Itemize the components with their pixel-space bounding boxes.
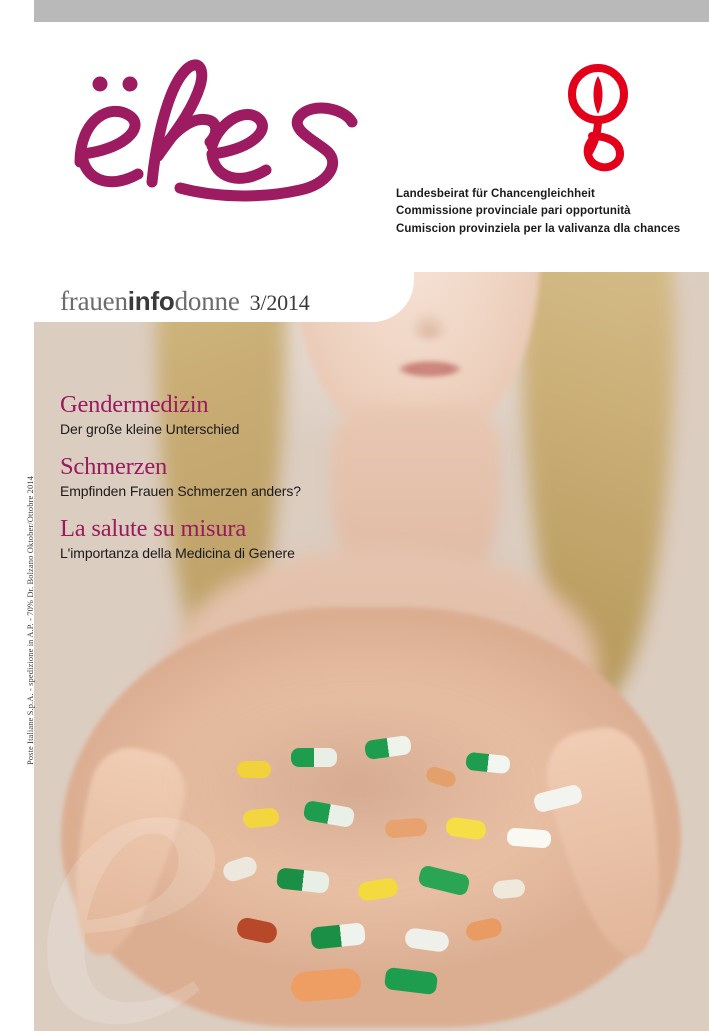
mouth bbox=[399, 361, 461, 377]
spine-imprint: Poste Italiane S.p.A. - spedizione in A.P. - 70% Dr. Bolzano Oktober/Ottobre 2014 bbox=[25, 475, 35, 765]
commission-red-logo bbox=[548, 62, 648, 177]
headline-title: Schmerzen bbox=[60, 452, 168, 480]
pill bbox=[506, 828, 551, 849]
headline-title: La salute su misura bbox=[60, 514, 247, 542]
nose bbox=[409, 310, 449, 340]
issue-number: 3/2014 bbox=[249, 290, 310, 315]
headline-item bbox=[60, 392, 390, 437]
palm-shadow bbox=[169, 688, 549, 888]
headline-subtitle: L'importanza della Medicina di Genere bbox=[60, 544, 295, 561]
tagline-lld: Cumiscion provinziela per la valivanza dla chances bbox=[396, 222, 681, 235]
spine-strip bbox=[0, 0, 34, 1031]
commission-taglines bbox=[396, 186, 680, 238]
headline-subtitle: Der große kleine Unterschied bbox=[60, 420, 240, 437]
subtitle-frauen: frauen bbox=[60, 286, 128, 316]
tagline-it: Commissione provinciale pari opportunità bbox=[396, 205, 631, 218]
headline-subtitle: Empfinden Frauen Schmerzen anders? bbox=[60, 482, 301, 499]
subtitle-donne: donne bbox=[174, 286, 240, 316]
pill bbox=[384, 818, 427, 839]
tagline-de: Landesbeirat für Chancengleichheit bbox=[396, 188, 595, 200]
subtitle-line bbox=[60, 286, 310, 317]
headline-title: Gendermedizin bbox=[60, 391, 209, 418]
cover-headlines bbox=[60, 392, 390, 578]
headline-item bbox=[60, 454, 390, 499]
headline-item bbox=[60, 516, 390, 561]
subtitle-info: info bbox=[127, 286, 175, 316]
pill bbox=[291, 748, 337, 767]
pill bbox=[237, 761, 271, 778]
eres-logo bbox=[60, 50, 390, 210]
top-grey-band bbox=[0, 0, 709, 22]
